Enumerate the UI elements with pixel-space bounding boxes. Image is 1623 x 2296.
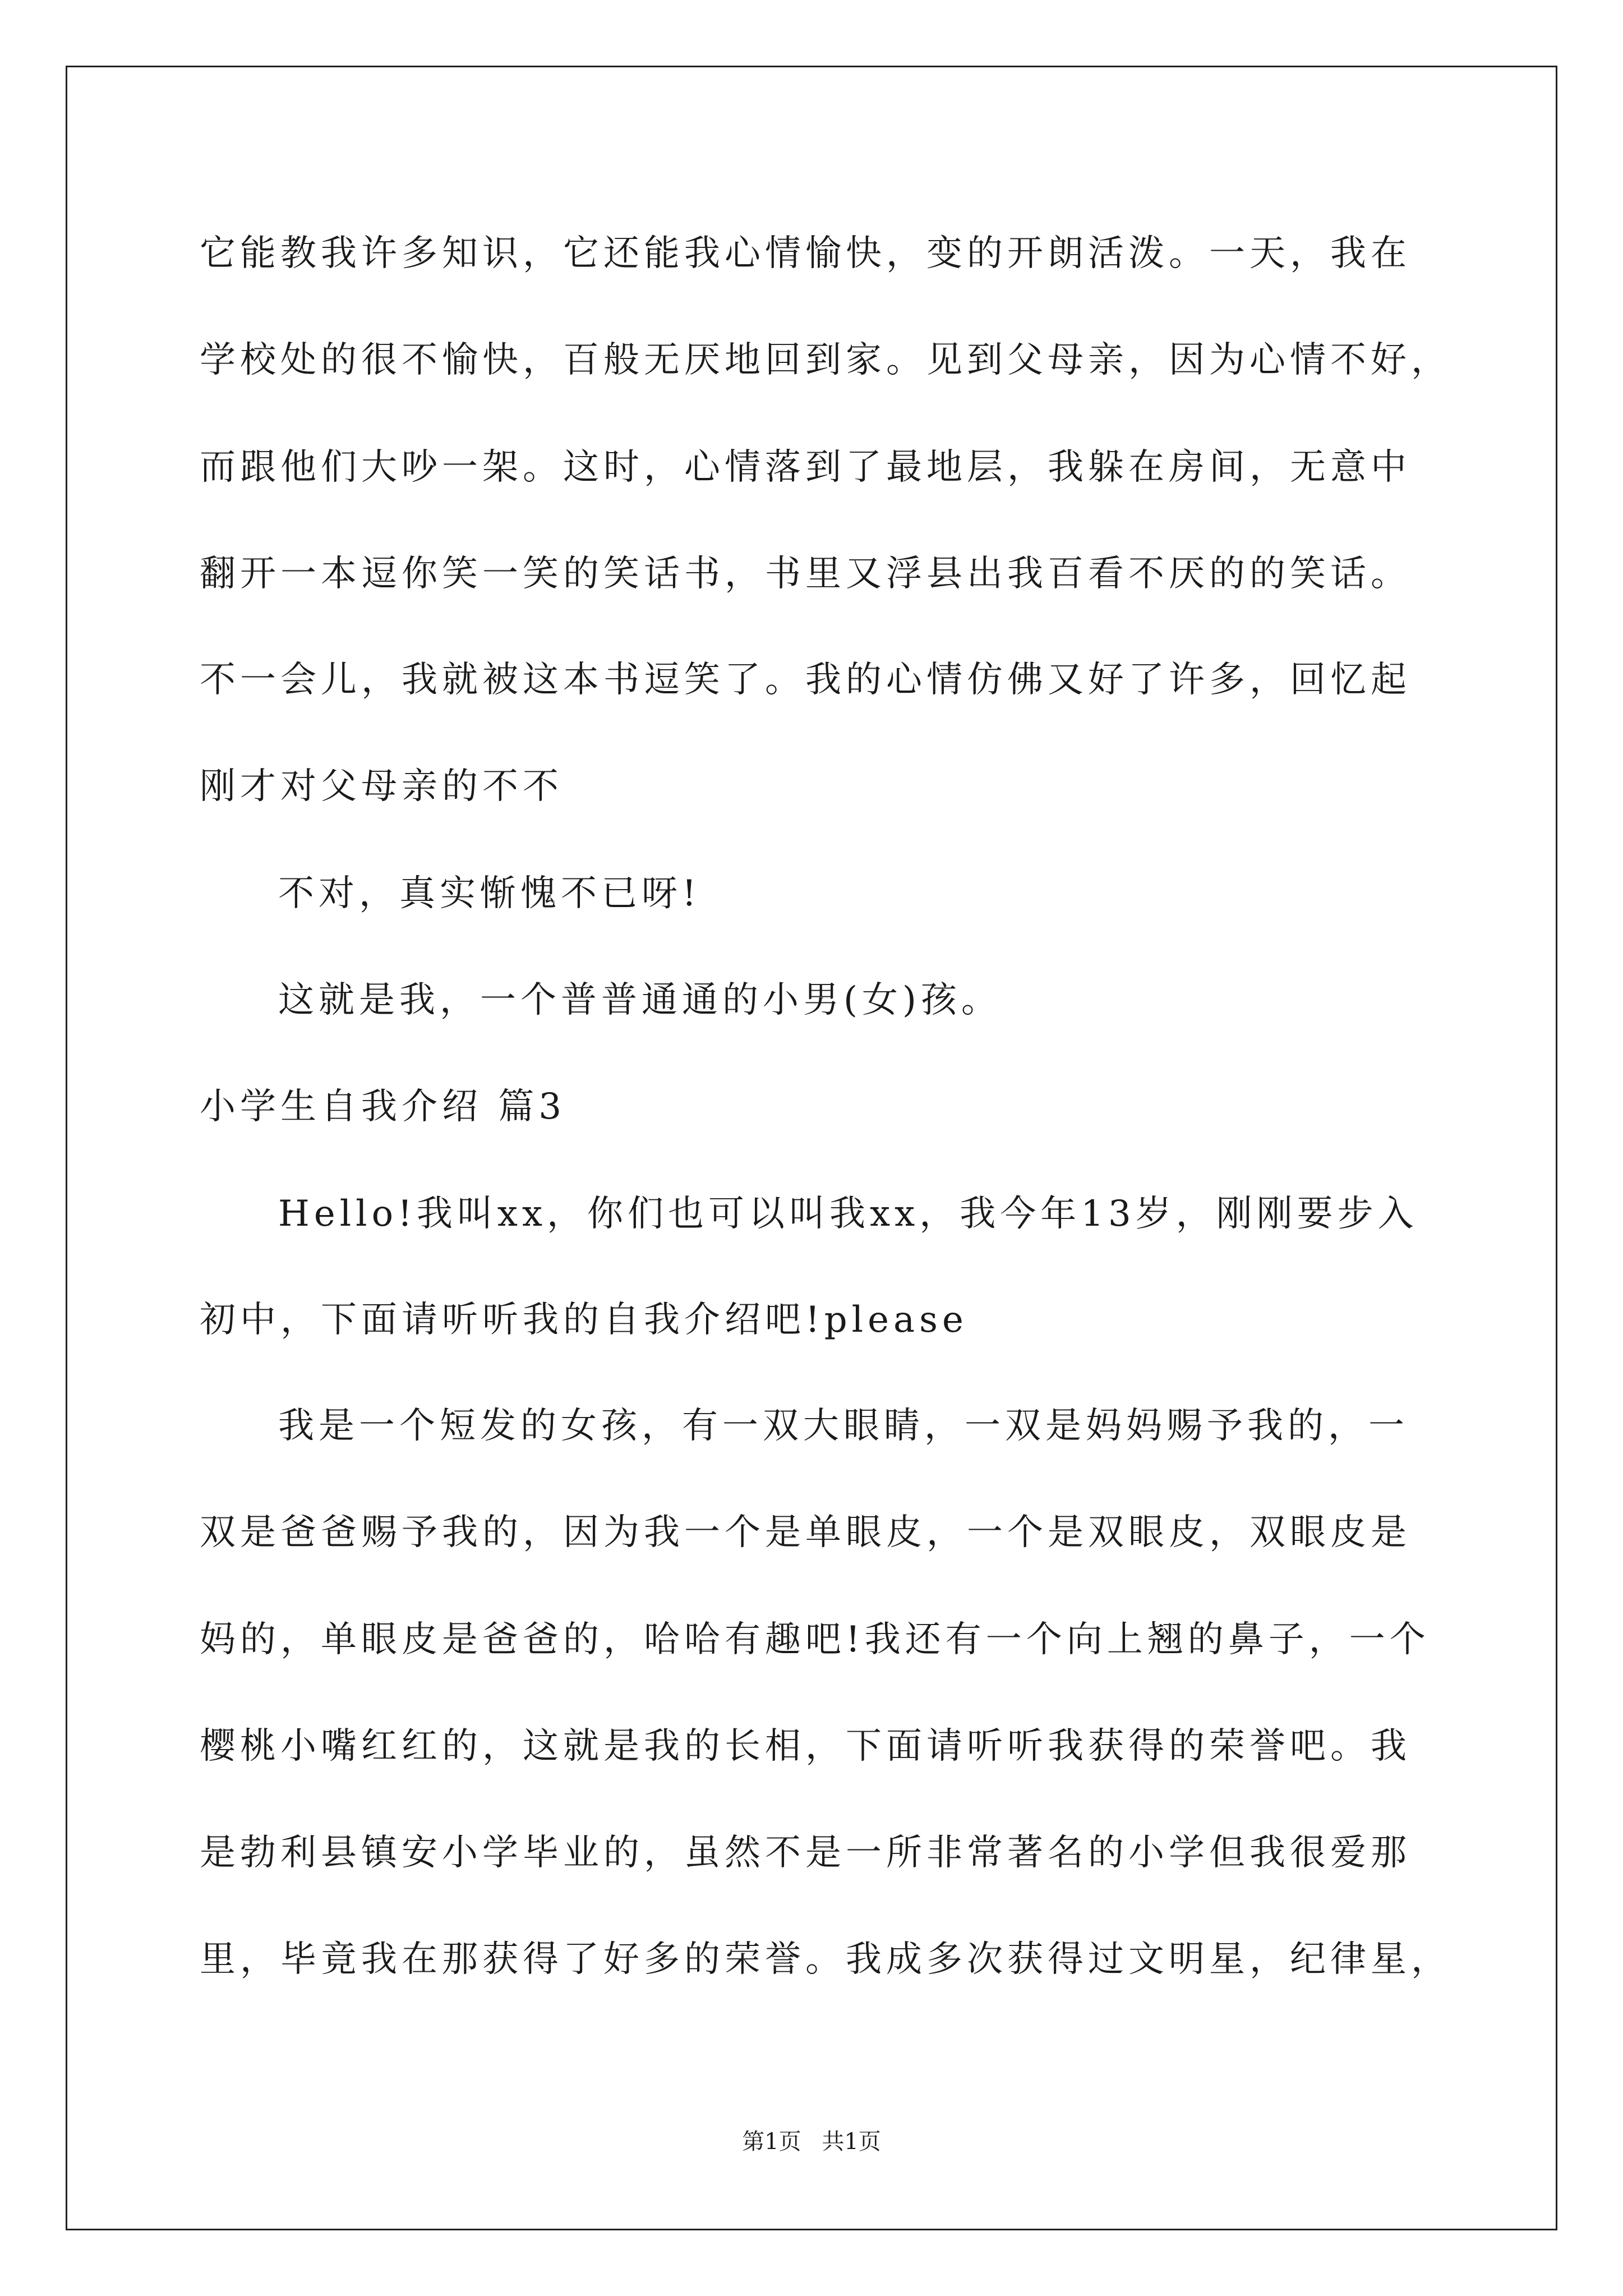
- section-heading: 小学生自我介绍 篇3: [200, 1086, 566, 1128]
- page-total: 共1页: [822, 2129, 881, 2155]
- paragraph-line: 刚才对父母亲的不不: [200, 766, 563, 807]
- paragraph-line: 而跟他们大吵一架。这时，心情落到了最地层，我躲在房间，无意中: [200, 447, 1411, 488]
- page-border: [66, 66, 1557, 2230]
- paragraph-line: 妈的，单眼皮是爸爸的，哈哈有趣吧!我还有一个向上翘的鼻子，一个: [200, 1619, 1430, 1660]
- paragraph-line: 学校处的很不愉快，百般无厌地回到家。见到父母亲，因为心情不好，: [200, 339, 1451, 381]
- paragraph-line: 双是爸爸赐予我的，因为我一个是单眼皮，一个是双眼皮，双眼皮是: [200, 1512, 1411, 1553]
- paragraph-line: Hello!我叫xx，你们也可以叫我xx，我今年13岁，刚刚要步入: [278, 1193, 1418, 1235]
- paragraph-line: 初中，下面请听听我的自我介绍吧!please: [200, 1299, 968, 1341]
- paragraph-line: 不一会儿，我就被这本书逗笑了。我的心情仿佛又好了许多，回忆起: [200, 659, 1411, 701]
- paragraph-line: 翻开一本逗你笑一笑的笑话书，书里又浮县出我百看不厌的的笑话。: [200, 553, 1411, 595]
- paragraph-line: 它能教我许多知识，它还能我心情愉快，变的开朗活泼。一天，我在: [200, 233, 1411, 274]
- page-number: 第1页: [742, 2129, 801, 2155]
- paragraph-line: 不对，真实惭愧不已呀!: [278, 873, 701, 914]
- paragraph-line: 樱桃小嘴红红的，这就是我的长相，下面请听听我获得的荣誉吧。我: [200, 1726, 1411, 1767]
- paragraph-line: 我是一个短发的女孩，有一双大眼睛，一双是妈妈赐予我的，一: [278, 1405, 1409, 1447]
- paragraph-line: 这就是我，一个普普通通的小男(女)孩。: [278, 979, 1002, 1021]
- paragraph-line: 里，毕竟我在那获得了好多的荣誉。我成多次获得过文明星，纪律星，: [200, 1939, 1451, 1980]
- page-footer: [0, 2128, 1623, 2156]
- paragraph-line: 是勃利县镇安小学毕业的，虽然不是一所非常著名的小学但我很爱那: [200, 1832, 1411, 1874]
